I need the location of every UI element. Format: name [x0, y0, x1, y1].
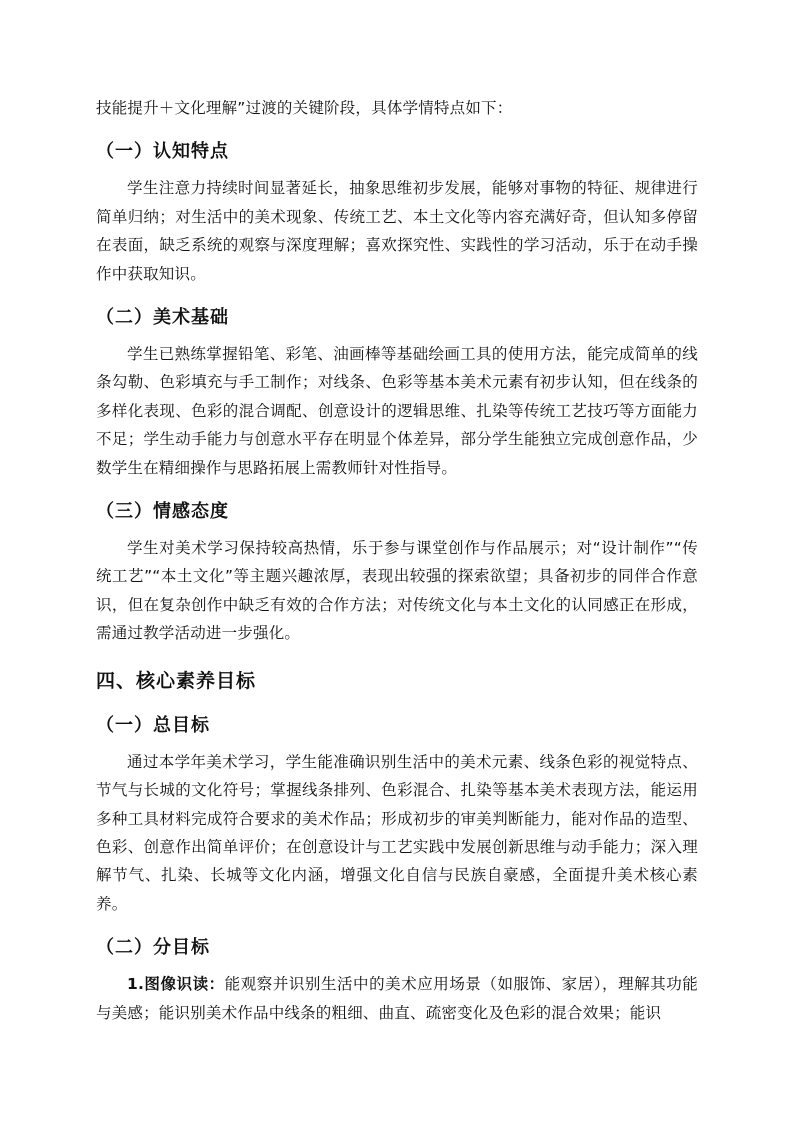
sub-goal-item-1 [96, 970, 698, 1027]
section-heading-sub-goals: （二）分目标 [96, 937, 210, 959]
section-heading-art-foundation: （二）美术基础 [96, 307, 229, 329]
intro-paragraph: 技能提升＋文化理解”过渡的关键阶段，具体学情特点如下： [96, 99, 513, 117]
document-body [96, 94, 698, 1027]
section-heading-attitude: （三）情感态度 [96, 501, 229, 523]
section-heading-cognitive: （一）认知特点 [96, 141, 229, 163]
art-foundation-paragraph: 学生已熟练掌握铅笔、彩笔、油画棒等基础绘画工具的使用方法，能完成简单的线条勾勒、色彩填充与手工制作；对线条、色彩等基本美术元素有初步认知，但在线条的多样化表现、色彩的混合调配、创意设计的逻辑思维、扎染等传统工艺技巧等方面能力不足；学生动手能力与创意水平存在明显个体差异，部分学生能独立完成创意作品，少数学生在精细操作与思路拓展上需教师针对性指导。 [96, 345, 698, 477]
overall-goal-paragraph: 通过本学年美术学习，学生能准确识别生活中的美术元素、线条色彩的视觉特点、节气与长城的文化符号；掌握线条排列、色彩混合、扎染等基本美术表现方法，能运用多种工具材料完成符合要求的美术作品；形成初步的审美判断能力，能对作品的造型、色彩、创意作出简单评价；在创意设计与工艺实践中发展创新思维与动手能力；深入理解节气、扎染、长城等文化内涵，增强文化自信与民族自豪感，全面提升美术核心素养。 [96, 752, 698, 913]
sub-goal-item-1-label: 1.图像识读： [127, 975, 225, 994]
sub-goal-item-1-body: 能观察并识别生活中的美术应用场景（如服饰、家居），理解其功能与美感；能识别美术作品中线条的粗细、曲直、疏密变化及色彩的混合效果；能识 [96, 975, 698, 1022]
cognitive-paragraph: 学生注意力持续时间显著延长，抽象思维初步发展，能够对事物的特征、规律进行简单归纳；对生活中的美术现象、传统工艺、本土文化等内容充满好奇，但认知多停留在表面，缺乏系统的观察与深度理解；喜欢探究性、实践性的学习活动，乐于在动手操作中获取知识。 [96, 179, 698, 283]
chapter-heading-core-goals: 四、核心素养目标 [96, 669, 257, 692]
section-heading-overall-goal: （一）总目标 [96, 714, 210, 736]
attitude-paragraph: 学生对美术学习保持较高热情，乐于参与课堂创作与作品展示；对“设计制作”“传统工艺”“本土文化”等主题兴趣浓厚，表现出较强的探索欲望；具备初步的同伴合作意识，但在复杂创作中缺乏有效的合作方法；对传统文化与本土文化的认同感正在形成，需通过教学活动进一步强化。 [96, 539, 698, 643]
